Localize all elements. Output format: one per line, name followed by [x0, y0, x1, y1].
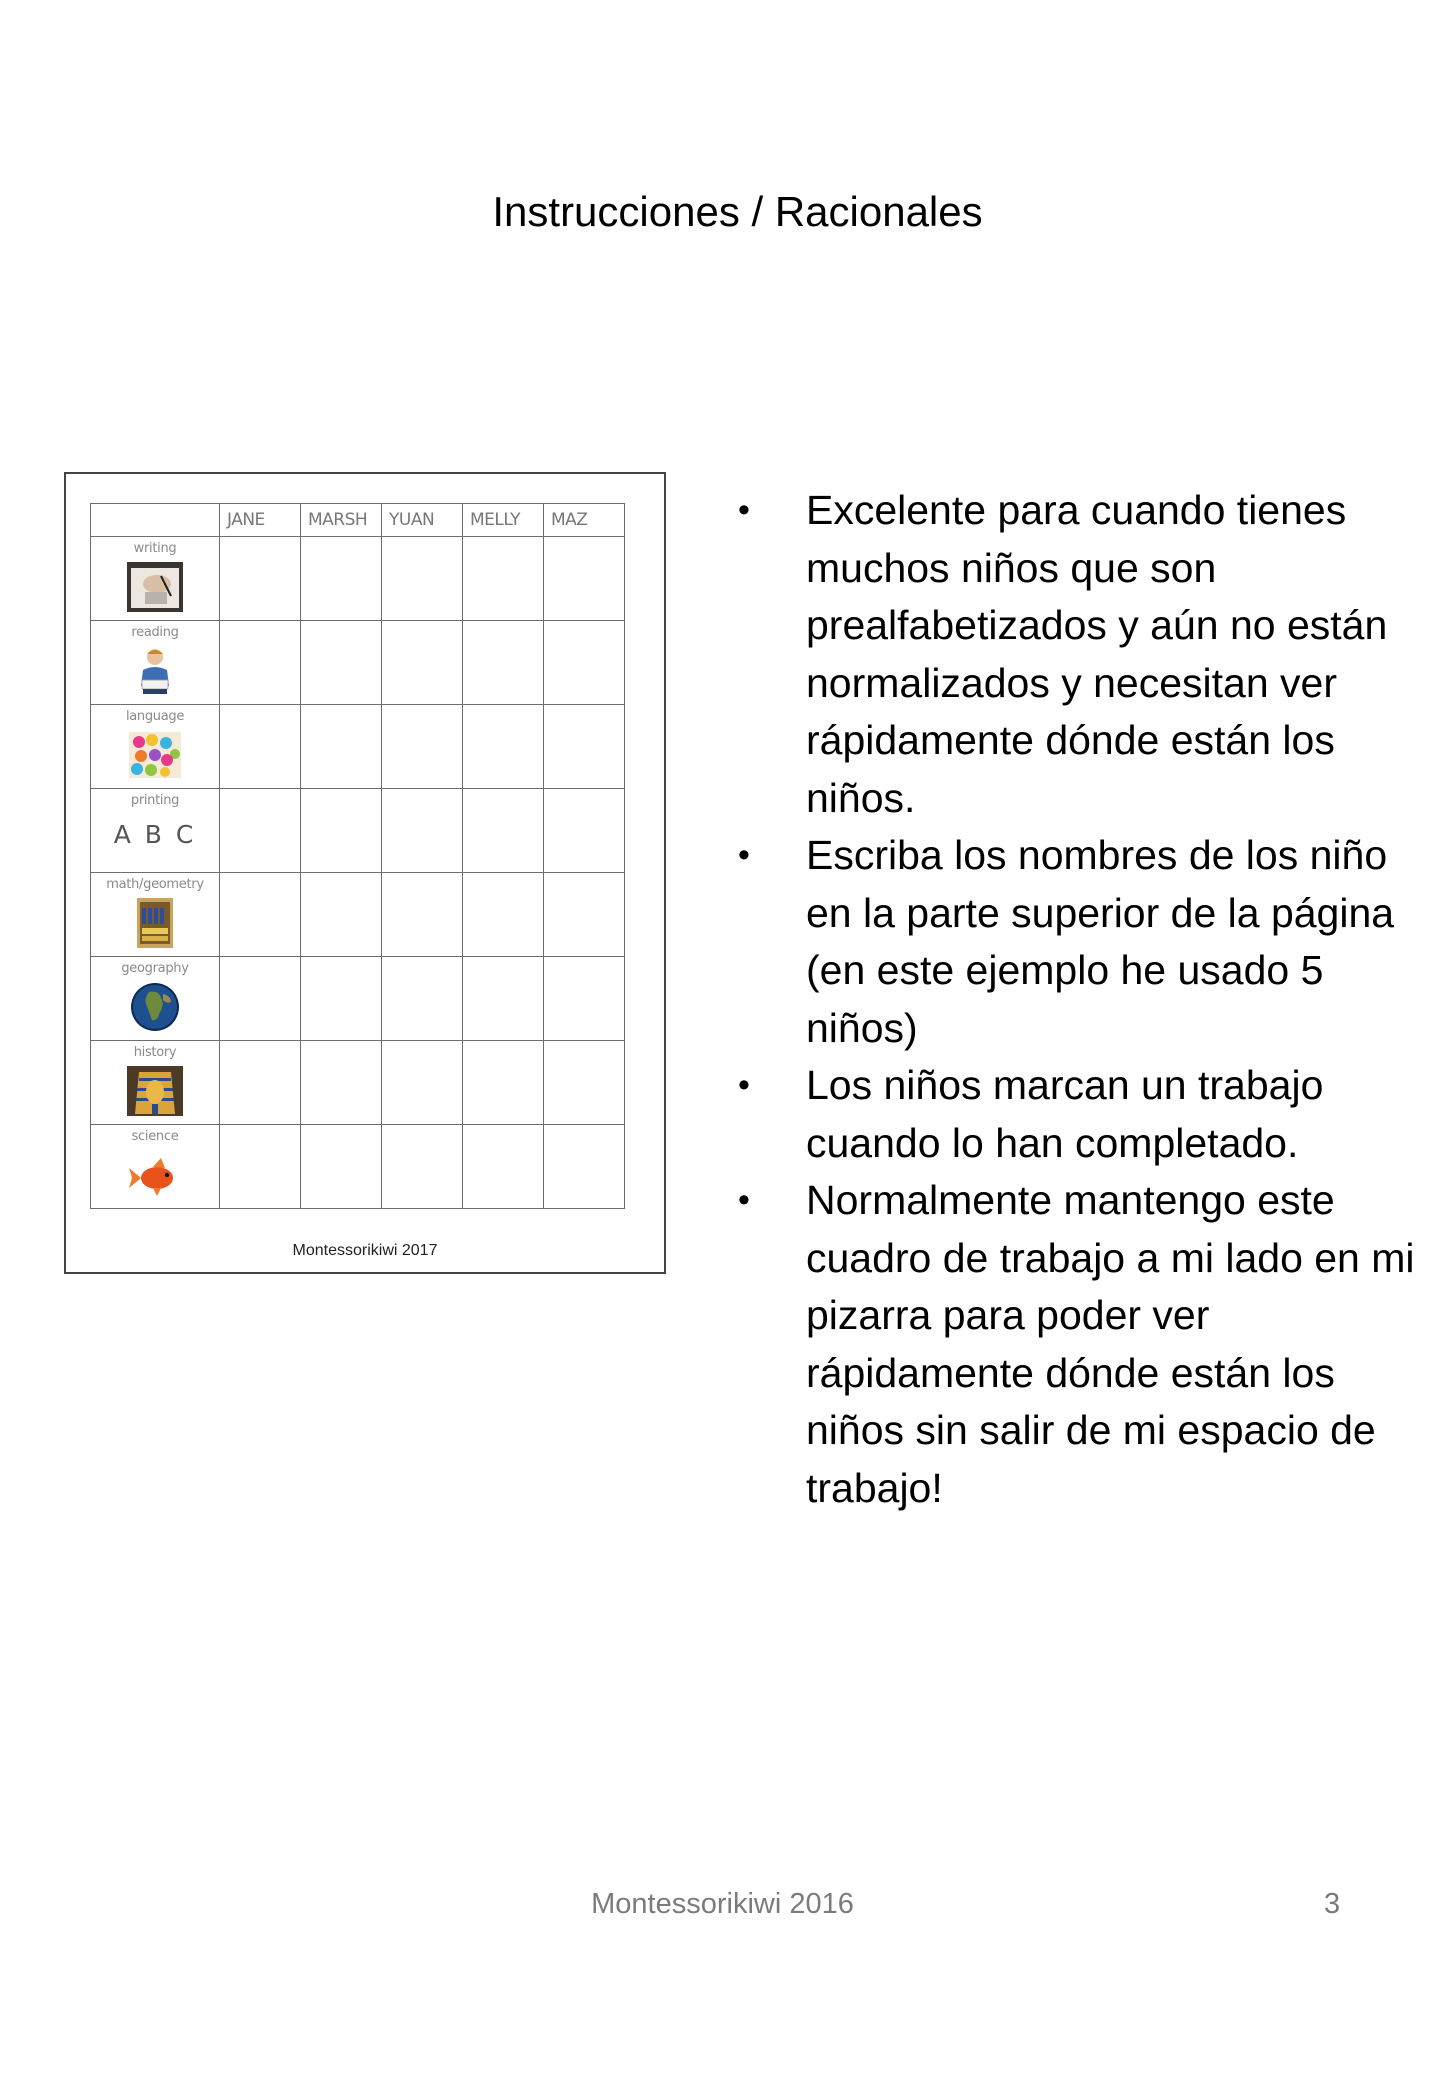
subject-cell [91, 537, 220, 621]
subject-row-history [91, 1041, 625, 1125]
pharaoh-mask-icon [127, 1066, 183, 1116]
child-name-jane: JANE [220, 504, 301, 537]
child-name-melly: MELLY [463, 504, 544, 537]
slide-title: Instrucciones / Racionales [492, 188, 983, 235]
slide-footer: Montessorikiwi 2016 [591, 1888, 854, 1920]
subject-label: printing [130, 793, 180, 808]
bullet-item: • Excelente para cuando tienes muchos niños que son prealfabetizados y aún no están normalizados y necesitan ver rápidamente dónde están los niños. [738, 482, 1438, 827]
bullet-dot-icon: • [738, 491, 750, 529]
header-blank-cell [91, 504, 220, 537]
subject-label: geography [121, 961, 189, 976]
math-materials-icon [127, 898, 183, 948]
subject-row-science [91, 1125, 625, 1209]
subject-cell [91, 621, 220, 705]
subject-label: history [133, 1045, 177, 1060]
subject-cell [91, 1125, 220, 1209]
work-chart-table [90, 503, 625, 1209]
bullet-item: • Los niños marcan un trabajo cuando lo han completado. [738, 1057, 1438, 1172]
work-chart-image [64, 472, 666, 1274]
writing-photo-icon [127, 562, 183, 612]
bullet-dot-icon: • [738, 1066, 750, 1104]
bullet-item: • Normalmente mantengo este cuadro de trabajo a mi lado en mi pizarra para poder ver rápidamente dónde están los niños sin salir de mi espacio de trabajo! [738, 1172, 1438, 1517]
subject-row-writing [91, 537, 625, 621]
subject-cell [91, 1041, 220, 1125]
child-name-maz: MAZ [544, 504, 625, 537]
reading-child-icon [127, 646, 183, 696]
globe-icon [127, 982, 183, 1032]
child-name-marsh: MARSH [301, 504, 382, 537]
subject-row-reading [91, 621, 625, 705]
instruction-bullet-list [738, 482, 1438, 1517]
goldfish-icon [127, 1150, 183, 1200]
subject-row-printing [91, 789, 625, 873]
page-number: 3 [1324, 1888, 1341, 1920]
subject-label: math/geometry [106, 877, 204, 892]
bullet-dot-icon: • [738, 836, 750, 874]
subject-label: language [125, 709, 185, 724]
letter-beads-icon [127, 730, 183, 780]
abc-letters: A B C [113, 820, 197, 849]
subject-row-math-geometry [91, 873, 625, 957]
subject-row-geography [91, 957, 625, 1041]
chart-footer-credit: Montessorikiwi 2017 [292, 1242, 438, 1259]
subject-cell [91, 705, 220, 789]
subject-cell [91, 789, 220, 873]
bullet-dot-icon: • [738, 1181, 750, 1219]
subject-label: writing [133, 541, 177, 556]
chart-header-row [91, 504, 625, 537]
subject-cell [91, 957, 220, 1041]
child-name-yuan: YUAN [382, 504, 463, 537]
subject-label: reading [131, 625, 179, 640]
subject-label: science [131, 1129, 179, 1144]
subject-row-language [91, 705, 625, 789]
subject-cell [91, 873, 220, 957]
bullet-item: • Escriba los nombres de los niño en la parte superior de la página (en este ejemplo he usado 5 niños) [738, 827, 1438, 1057]
